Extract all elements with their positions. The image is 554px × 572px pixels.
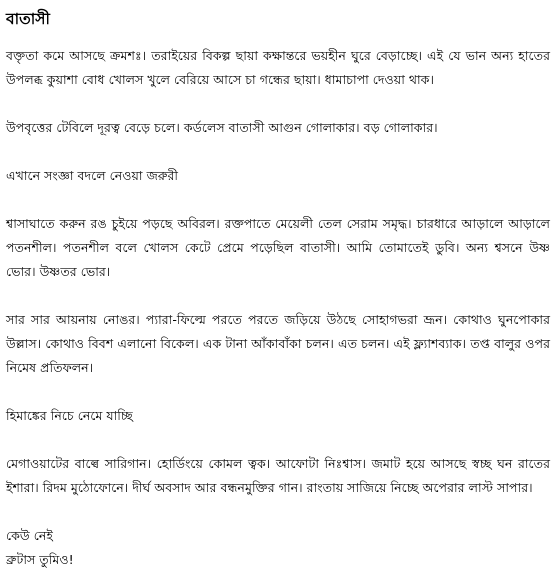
closing-line-1: কেউ নেই (6, 528, 53, 543)
paragraph-6: হিমাঙ্কের নিচে নেমে যাচ্ছি (6, 408, 133, 423)
paragraph-1: বক্তৃতা কমে আসছে ক্রমশঃ। তরাইয়ের বিকল্প ছায়া কক্ষান্তরে ভয়হীন ঘুরে বেড়াচ্ছে। এই যে ভান অন্য হাতের উপলব্ধ কুয়াশা বোধ খোলস খুলে বেরিয়ে আসে চা গন্ধের ছায়া। ধামাচাপা দেওয়া থাক। (6, 48, 550, 87)
paragraph-7: মেগাওয়াটের বাল্বে সারিগান। হোর্ডিংয়ে কোমল ত্বক। আফোটা নিঃশ্বাস। জমাট হয়ে আসছে স্বচ্ছ ঘন রাতের ইশারা। রিদম মুঠোফোনে। দীর্ঘ অবসাদ আর বন্ধনমুক্তির গান। রাংতায় সাজিয়ে নিচ্ছে অপেরার লাস্ট সাপার। (6, 456, 550, 495)
paragraph-5: সার সার আয়নায় নোঙর। প্যারা-ফিল্মে পরতে পরতে জড়িয়ে উঠছে সোহাগভরা ভ্রূন। কোথাও ঘুনপোকার উল্লাস। কোথাও বিবশ এলানো বিকেল। এক টানা আঁকাবাঁকা চলন। এত চলন। এই ফ্ল্যাশব্যাক। তপ্ত বালুর ওপর নিমেষ প্রতিফলন। (6, 312, 550, 375)
paragraph-2: উপবৃত্তের টেবিলে দূরত্ব বেড়ে চলে। কর্ডলেস বাতাসী আগুন গোলাকার। বড় গোলাকার। (6, 120, 438, 135)
poem-title: বাতাসী (6, 10, 50, 28)
paragraph-3: এখানে সংজ্ঞা বদলে নেওয়া জরুরী (6, 168, 179, 183)
closing-line-2: ব্রুটাস তুমিও! (6, 552, 74, 567)
paragraph-4: শ্বাসাঘাতে করুন রঙ চুইয়ে পড়ছে অবিরল। রক্তপাতে মেয়েলী তেল সেরাম সমৃদ্ধ। চারধারে আড়ালে আড়ালে পতনশীল। পতনশীল বলে খোলস কেটে প্রেমে পড়েছিল বাতাসী। আমি তোমাতেই ডুবি। অন্য শ্বসনে উষ্ণ ভোর। উষ্ণতর ভোর। (6, 216, 550, 279)
